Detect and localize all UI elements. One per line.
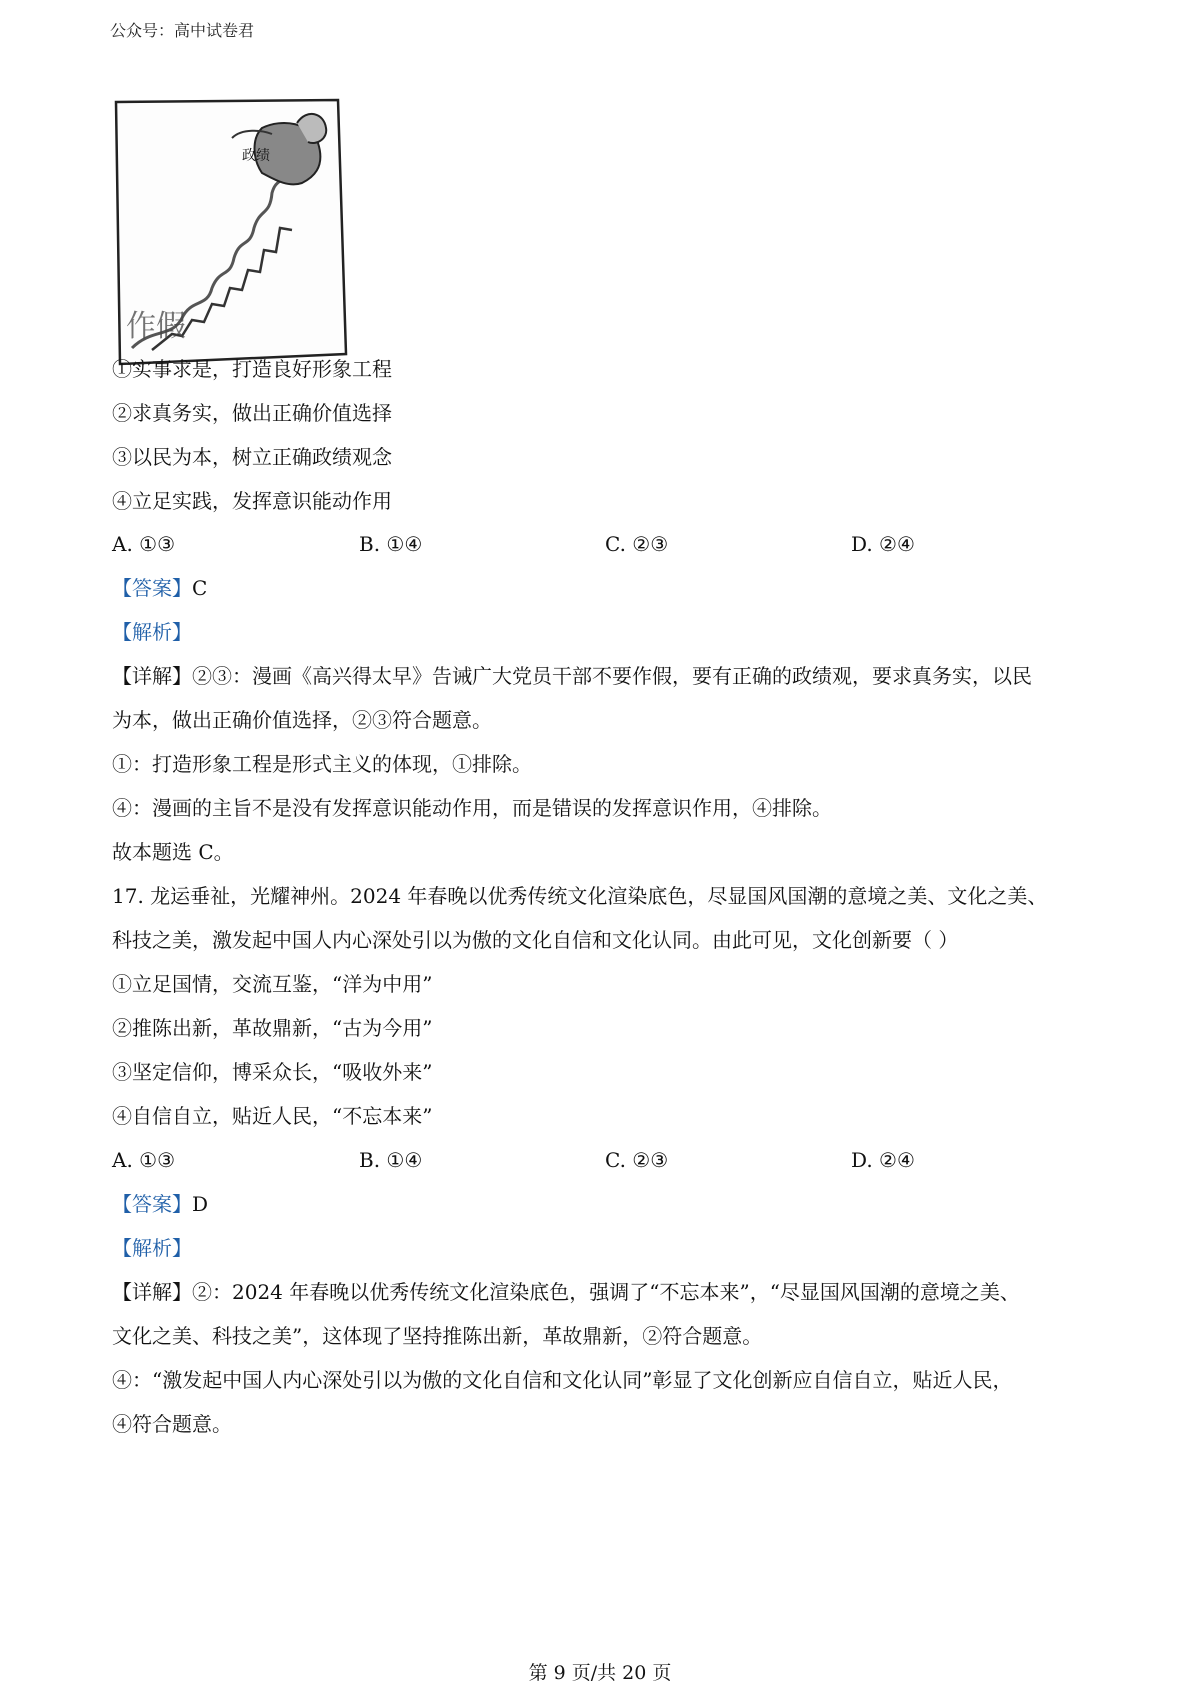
q17-option-b: B. ①④ — [359, 1148, 423, 1172]
q17-answer-value: D — [192, 1192, 209, 1216]
q16-item-3: ③以民为本，树立正确政绩观念 — [112, 445, 392, 469]
q17-detail-line-4: ④符合题意。 — [112, 1412, 232, 1436]
q17-item-2: ②推陈出新，革故鼎新，“古为今用” — [112, 1016, 433, 1040]
q17-stem-line-2: 科技之美，激发起中国人内心深处引以为傲的文化自信和文化认同。由此可见，文化创新要（ ） — [112, 928, 959, 952]
q16-answer — [112, 574, 207, 602]
q16-detail-line-1 — [112, 662, 1032, 690]
q17-detail-line-2: 文化之美、科技之美”，这体现了坚持推陈出新，革故鼎新，②符合题意。 — [112, 1324, 763, 1348]
q16-note-1: ①：打造形象工程是形式主义的体现，①排除。 — [112, 752, 532, 776]
q17-option-a: A. ①③ — [112, 1148, 176, 1172]
q16-option-d: D. ②④ — [851, 532, 915, 556]
q17-answer-tag: 【答案】 — [112, 1192, 192, 1216]
q16-detail-tag: 【详解】 — [112, 664, 192, 688]
cartoon-image — [112, 98, 350, 368]
q17-stem-line-1: 17. 龙运垂祉，光耀神州。2024 年春晚以优秀传统文化渲染底色，尽显国风国潮的意境之美、文化之美、 — [112, 884, 1048, 908]
q17-item-4: ④自信自立，贴近人民，“不忘本来” — [112, 1104, 433, 1128]
q17-answer — [112, 1190, 208, 1218]
q17-detail-text-1: ②：2024 年春晚以优秀传统文化渲染底色，强调了“不忘本来”，“尽显国风国潮的意境之美、 — [192, 1280, 1020, 1304]
q17-item-3: ③坚定信仰，博采众长，“吸收外来” — [112, 1060, 433, 1084]
q16-answer-tag: 【答案】 — [112, 576, 192, 600]
q16-note-2: ④：漫画的主旨不是没有发挥意识能动作用，而是错误的发挥意识作用，④排除。 — [112, 796, 832, 820]
q17-detail-tag: 【详解】 — [112, 1280, 192, 1304]
cartoon-label-top: 政绩 — [242, 148, 270, 164]
q16-item-2: ②求真务实，做出正确价值选择 — [112, 401, 392, 425]
page-footer: 第 9 页/共 20 页 — [528, 1662, 672, 1684]
q16-item-1: ①实事求是，打造良好形象工程 — [112, 357, 392, 381]
q17-detail-line-3: ④：“激发起中国人内心深处引以为傲的文化自信和文化认同”彰显了文化创新应自信自立，贴近人民， — [112, 1368, 1013, 1392]
q16-option-b: B. ①④ — [359, 532, 423, 556]
q17-option-c: C. ②③ — [605, 1148, 669, 1172]
q16-analysis-tag: 【解析】 — [112, 620, 192, 644]
page-header: 公众号：高中试卷君 — [110, 21, 255, 40]
q16-conclusion: 故本题选 C。 — [112, 840, 234, 864]
q16-option-c: C. ②③ — [605, 532, 669, 556]
q16-item-4: ④立足实践，发挥意识能动作用 — [112, 489, 392, 513]
q16-answer-value: C — [192, 576, 208, 600]
q17-detail-line-1 — [112, 1278, 1020, 1306]
q17-option-d: D. ②④ — [851, 1148, 915, 1172]
q16-detail-text-1: ②③：漫画《高兴得太早》告诫广大党员干部不要作假，要有正确的政绩观，要求真务实，以民 — [192, 664, 1032, 688]
q17-analysis-tag: 【解析】 — [112, 1236, 192, 1260]
q16-option-a: A. ①③ — [112, 532, 176, 556]
q16-detail-line-2: 为本，做出正确价值选择，②③符合题意。 — [112, 708, 492, 732]
cartoon-label-bottom: 作假 — [126, 309, 186, 344]
q17-item-1: ①立足国情，交流互鉴，“洋为中用” — [112, 972, 433, 996]
